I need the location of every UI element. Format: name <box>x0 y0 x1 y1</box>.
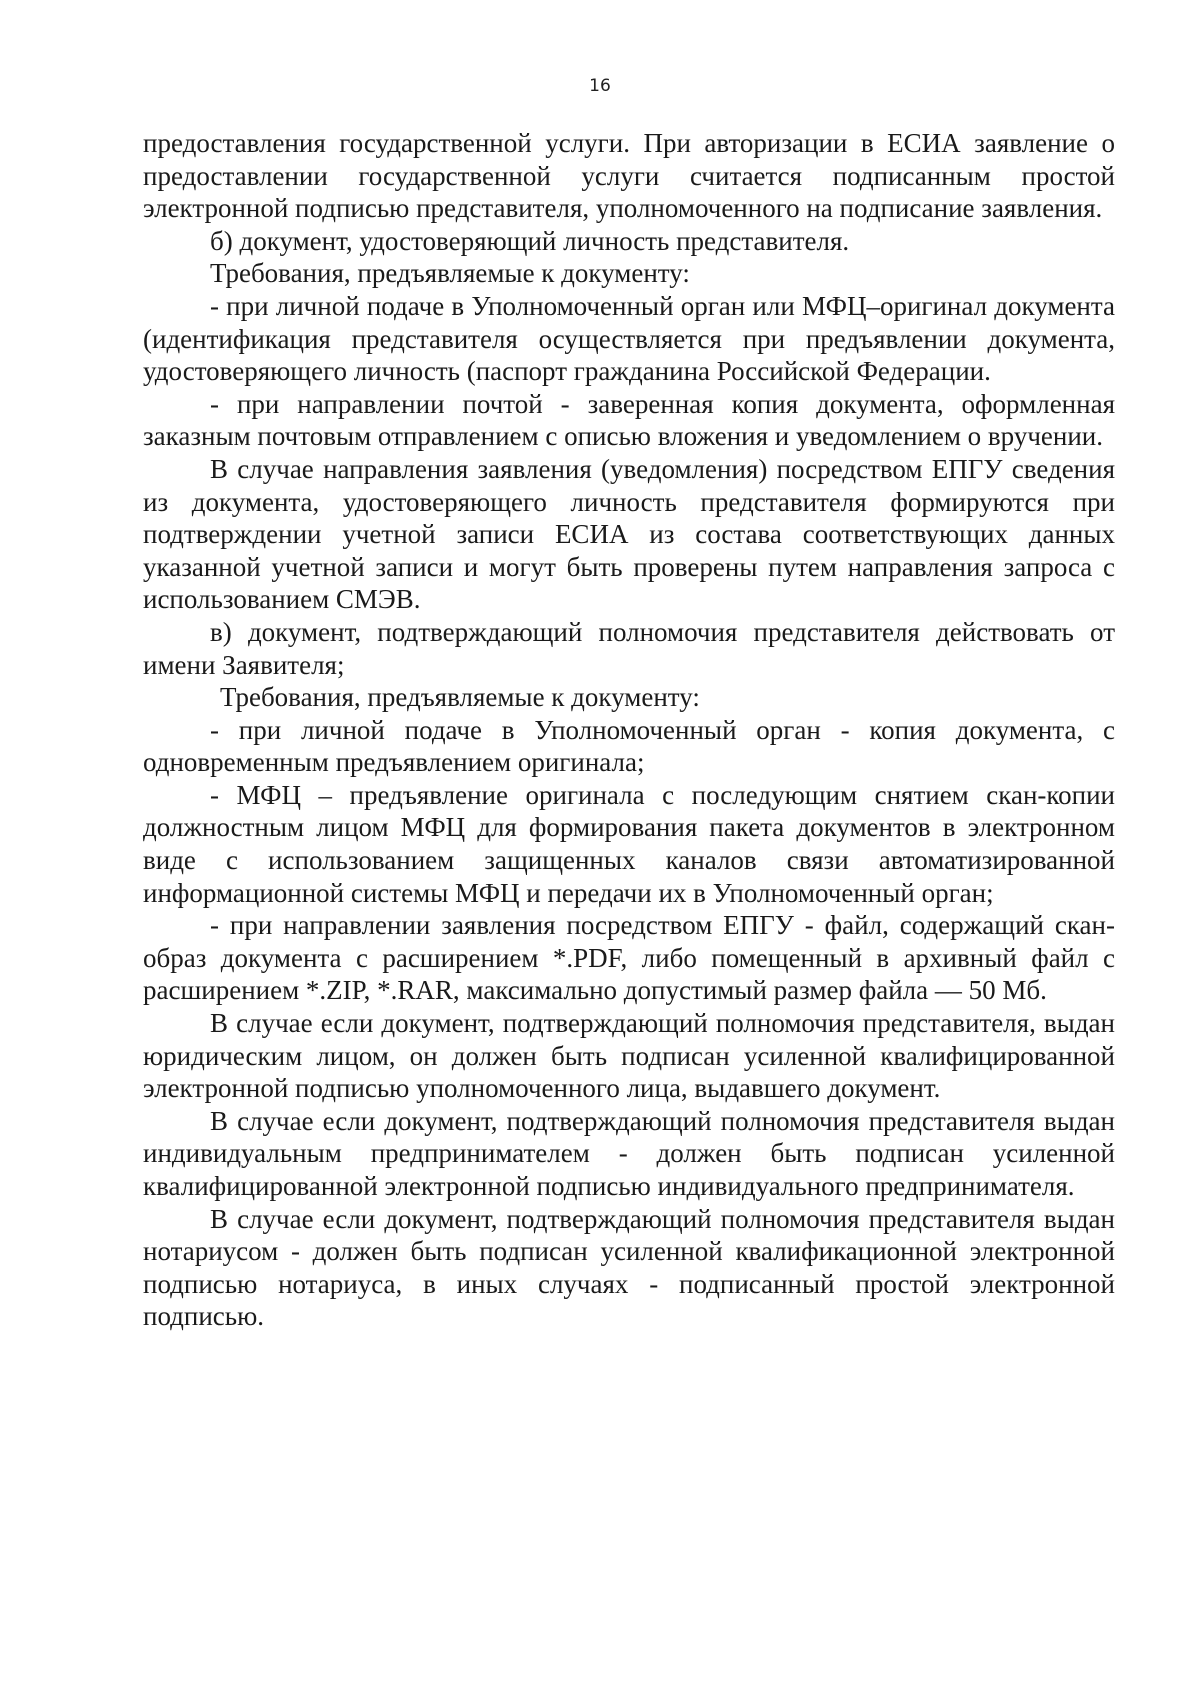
paragraph-personal-submission: - при личной подаче в Уполномоченный орган или МФЦ–оригинал документа (идентификация представителя осуществляется при предъявлении документа, удостоверяющего личность (паспорт гражданина Российской Федерации. <box>143 290 1115 387</box>
paragraph-intro-continuation: предоставления государственной услуги. При авторизации в ЕСИА заявление о предоставлении государственной услуги считается подписанным простой электронной подписью представителя, уполномоченного на подписание заявления. <box>143 128 1115 224</box>
paragraph-item-v: в) документ, подтверждающий полномочия представителя действовать от имени Заявителя; <box>143 616 1115 680</box>
paragraph-individual-entrepreneur: В случае если документ, подтверждающий полномочия представителя выдан индивидуальным предпринимателем - должен быть подписан усиленной квалифицированной электронной подписью индивидуального предпринимателя. <box>143 1105 1115 1201</box>
paragraph-notary: В случае если документ, подтверждающий полномочия представителя выдан нотариусом - должен быть подписан усиленной квалификационной электронной подписью нотариуса, в иных случаях - подписанный простой электронной подписью. <box>143 1203 1115 1332</box>
paragraph-epgu-file: - при направлении заявления посредством ЕПГУ - файл, содержащий скан-образ документа с расширением *.PDF, либо помещенный в архивный файл с расширением *.ZIP, *.RAR, максимально допустимый размер файла — 50 Мб. <box>143 910 1115 1006</box>
paragraph-epgu-identity: В случае направления заявления (уведомления) посредством ЕПГУ сведения из документа, удостоверяющего личность представителя формируются при подтверждении учетной записи ЕСИА из состава соответствующих данных указанной учетной записи и могут быть проверены путем направления запроса с использованием СМЭВ. <box>143 453 1115 615</box>
paragraph-item-b: б) документ, удостоверяющий личность представителя. <box>210 225 850 256</box>
paragraph-mfc-scan: - МФЦ – предъявление оригинала с последующим снятием скан-копии должностным лицом МФЦ для формирования пакета документов в электронном виде с использованием защищенных каналов связи автоматизированной информационной системы МФЦ и передачи их в Уполномоченный орган; <box>143 779 1115 908</box>
paragraph-personal-copy: - при личной подаче в Уполномоченный орган - копия документа, с одновременным предъявлением оригинала; <box>143 714 1115 778</box>
paragraph-postal-submission: - при направлении почтой - заверенная копия документа, оформленная заказным почтовым отправлением с описью вложения и уведомлением о вручении. <box>143 388 1115 452</box>
paragraph-legal-entity: В случае если документ, подтверждающий полномочия представителя, выдан юридическим лицом, он должен быть подписан усиленной квалифицированной электронной подписью уполномоченного лица, выдавшего документ. <box>143 1008 1115 1104</box>
document-body <box>143 127 1115 1333</box>
paragraph-requirements-heading-2: Требования, предъявляемые к документу: <box>220 682 700 713</box>
paragraph-requirements-heading: Требования, предъявляемые к документу: <box>210 258 690 289</box>
page-number: 16 <box>589 76 611 96</box>
